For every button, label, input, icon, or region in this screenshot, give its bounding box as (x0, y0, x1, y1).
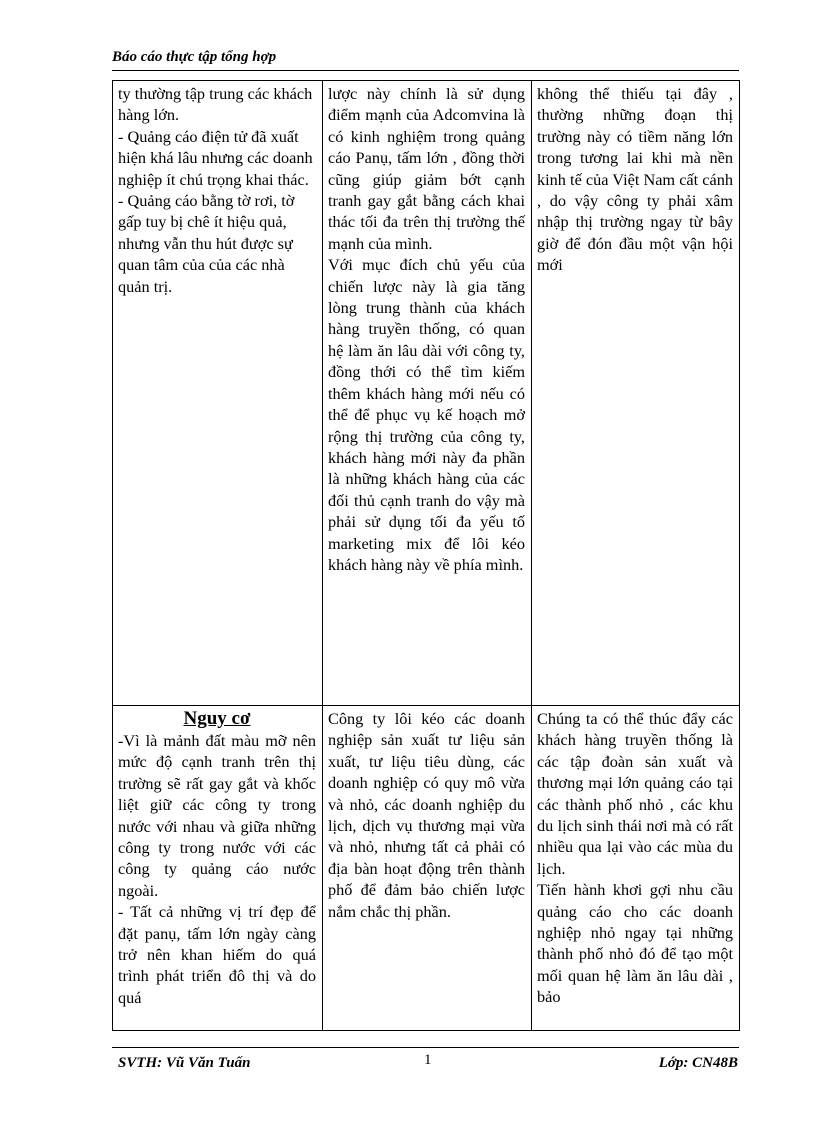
footer-author: SVTH: Vũ Văn Tuấn (118, 1055, 251, 1071)
table-cell (532, 706, 740, 1031)
section-heading: Nguy cơ (183, 708, 251, 729)
paragraph: Công ty lôi kéo các doanh nghiệp sản xuất tư liệu sản xuất, tư liệu tiêu dùng, các doanh nghiệp có quy mô vừa và nhỏ, các doanh nghiệp du lịch, dịch vụ thương mại vừa và nhỏ, nhưng tất cả phải có địa bàn hoạt động trên thành phố để đảm bảo chiến lược nắm chắc thị phần. (328, 709, 525, 921)
paragraph: Với mục đích chủ yếu của chiến lược này là gia tăng lòng trung thành của khách hàng truyền thống, có quan hệ làm ăn lâu dài với công ty, đồng thới có thể tìm kiếm thêm khách hàng mới nếu có thể để phục vụ kế hoạch mở rộng thị trường của công ty, khách hàng mới này đa phần là những khách hàng của các đối thủ cạnh tranh do vậy mà phải sử dụng tối đa yếu tố marketing mix để lôi kéo khách hàng này về phía mình. (328, 255, 525, 574)
paragraph: -Vì là mảnh đất màu mỡ nên mức độ cạnh tranh trên thị trường sẽ rất gay gắt và khốc liệt giữ các công ty trong nước với nhau và giữa những công ty trong nước với các công ty quảng cáo nước ngoài. (118, 731, 316, 900)
paragraph: - Tất cả những vị trí đẹp để đặt panụ, tấm lớn ngày càng trở nên khan hiếm do quá trình phát triển đô thị và do quá (118, 902, 316, 1007)
table-cell (532, 81, 740, 706)
page-header: Báo cáo thực tập tổng hợp (112, 49, 277, 65)
paragraph: lược này chính là sử dụng điểm mạnh của Adcomvina là có kinh nghiệm trong quảng cáo Panụ, tấm lớn , đồng thời cũng giúp giảm bớt cạnh tranh gay gắt bằng cách khai thác tối đa trên thị trường thế mạnh của mình. (328, 84, 525, 253)
table-cell (323, 706, 532, 1031)
paragraph: Tiến hành khơi gợi nhu cầu quảng cáo cho các doanh nghiệp nhỏ ngay tại những thành phố nhỏ đó để tạo một mối quan hệ làm ăn lâu dài , bảo (537, 880, 733, 1007)
strategy-table (112, 80, 740, 1031)
header-divider (112, 70, 739, 71)
paragraph: Chúng ta có thể thúc đẩy các khách hàng truyền thống là các tập đoàn sản xuất và thương mại lớn quảng cáo tại các thành phố nhỏ , các khu du lịch sinh thái nơi mà có rất nhiều qua lại vào các mùa du lịch. (537, 709, 733, 878)
paragraph: không thể thiếu tại đây , thường những đoạn thị trường này có tiềm năng lớn trong tương lai khi mà nền kinh tế của Việt Nam cất cánh , do vậy công ty phải xâm nhập thị trường ngay từ bây giờ để đón đầu một vận hội mới (537, 84, 733, 275)
paragraph: ty thường tập trung các khách hàng lớn. (118, 84, 313, 125)
table-row (113, 81, 740, 706)
paragraph: - Quảng cáo bằng tờ rơi, tờ gấp tuy bị chê ít hiệu quả, nhưng vẫn thu hút được sự quan tâm của của các nhà quản trị. (118, 191, 295, 296)
paragraph: - Quảng cáo điện tử đã xuất hiện khá lâu nhưng các doanh nghiệp ít chú trọng khai thác. (118, 126, 313, 189)
footer-class: Lớp: CN48B (658, 1055, 738, 1071)
table-cell (113, 706, 323, 1031)
table-row (113, 706, 740, 1031)
table-cell (113, 81, 323, 706)
footer-divider (112, 1047, 739, 1048)
page-number: 1 (424, 1052, 432, 1068)
table-cell (323, 81, 532, 706)
